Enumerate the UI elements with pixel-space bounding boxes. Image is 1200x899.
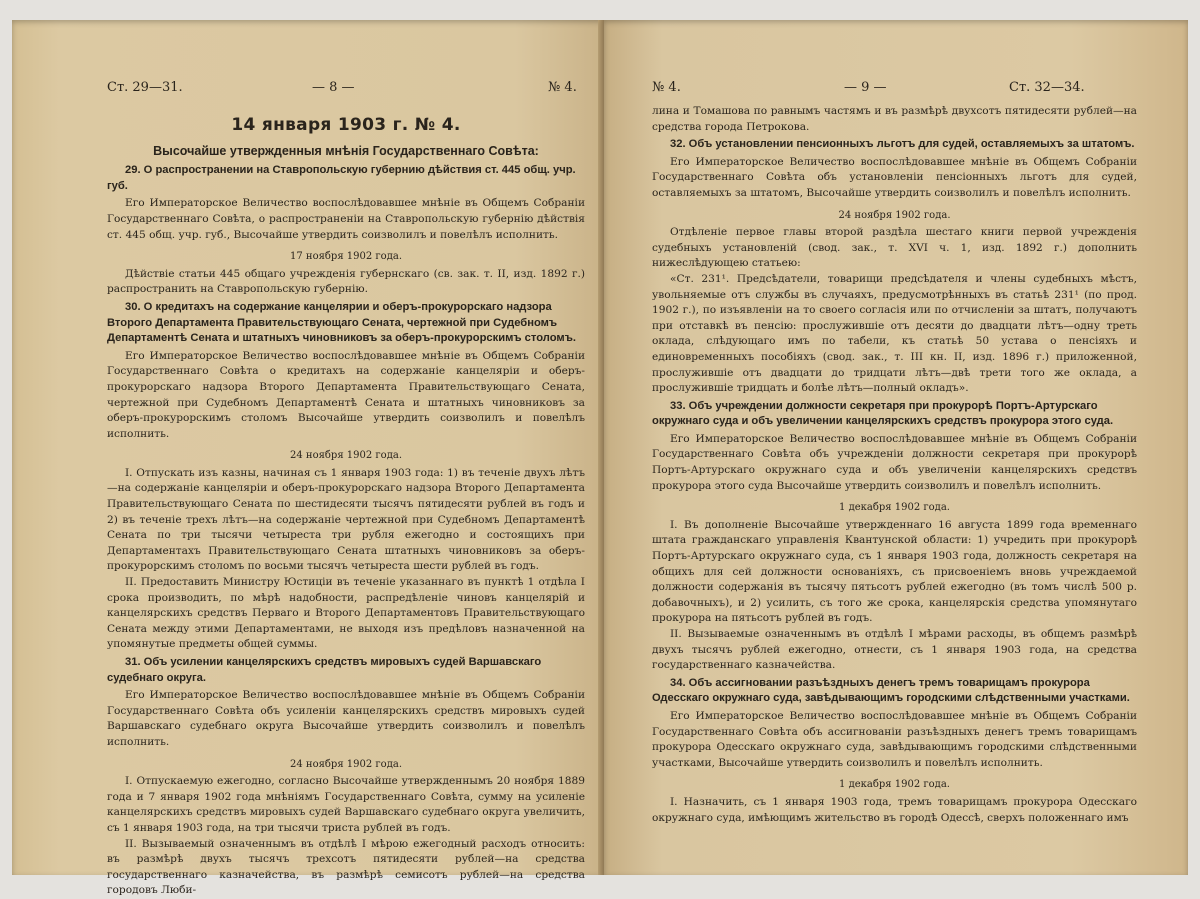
article-33-paragraph-2: II. Вызываемые означеннымъ въ отдѣлѣ I мѣрами расходы, въ общемъ размѣрѣ двухъ тысячъ рублей ежегодно, отнести, съ 1 января 1903 года, на средства государственнаго казначейства. xyxy=(652,628,1137,672)
article-33-text: Его Императорское Величество воспослѣдовавшее мнѣніе въ Общемъ Собраніи Государственнаго Совѣта объ учрежденіи должности секретаря при прокурорѣ Портъ-Артурскаго окружнаго суда и объ увеличеніи канцелярскихъ средствъ прокурора этого суда Высочайше утвердить соизволилъ и повелѣлъ исполнить. xyxy=(652,432,1137,492)
article-32-paragraph-2: «Ст. 231¹. Предсѣдатели, товарищи предсѣдателя и члены судебныхъ мѣстъ, увольняемые отъ службы въ случаяхъ, предусмотрѣнныхъ въ статьѣ 231¹ (по прод. 1902 г.), по изъявленіи на то своего согласія или по отчисленіи за штатъ, получаютъ при отставкѣ въ пенсію: прослужившіе отъ десяти до двадцати лѣтъ—одну треть оклада, слѣдующаго имъ по табели, къ статьѣ 50 устава о пенсіяхъ и единовременныхъ пособіяхъ (свод. зак., т. III кн. II, изд. 1896 г.) приложенной, прослужившіе отъ двадцати до тридцати лѣтъ—двѣ трети того же оклада, а прослужившіе тридцать и болѣе лѣтъ—полный окладъ». xyxy=(652,272,1137,395)
article-31-paragraph-1: I. Отпускаемую ежегодно, согласно Высочайше утвержденнымъ 20 ноября 1889 года и 7 января 1902 года мнѣніямъ Государственнаго Совѣта, сумму на усиленіе канцелярскихъ средствъ мировыхъ судей Варшавскаго судебнаго округа увеличить, съ 1 января 1903 года, на три тысячи триста рублей въ годъ. xyxy=(107,775,585,834)
article-29-text: Его Императорское Величество воспослѣдовавшее мнѣніе въ Общемъ Собраніи Государственнаго Совѣта, о распространеніи на Ставропольскую губернію дѣйствія ст. 445 общ. учр. губ., Высочайше утвердить соизволилъ и повелѣлъ исполнить. xyxy=(107,197,585,241)
article-33-paragraph-1: I. Въ дополненіе Высочайше утвержденнаго 16 августа 1899 года временнаго штата гражданскаго управленія Квантунской области: 1) учредить при прокурорѣ Портъ-Артурскаго окружнаго суда, съ 1 января 1903 года, должность секретаря на общихъ для сей должности основаніяхъ, съ присвоеніемъ вновь учреждаемой должности содержанія въ тысячу пятьсотъ рублей ежегодно (въ томъ числѣ 500 р. добавочныхъ), и 2) усилить, съ того же срока, канцелярскія средства упомянутаго прокурора на пятьсотъ рублей въ годъ. xyxy=(652,518,1137,625)
article-29-heading: 29. О распространении на Ставропольскую губернию дѣйствия ст. 445 общ. учр. губ. xyxy=(107,164,576,192)
article-32-heading: 32. Объ установлении пенсионныхъ льготъ для судей, оставляемыхъ за штатомъ. xyxy=(670,138,1135,151)
right-header-page-number: — 9 — xyxy=(844,80,887,95)
article-30-paragraph-1: I. Отпускать изъ казны, начиная съ 1 января 1903 года: 1) въ теченіе двухъ лѣтъ—на содержаніе канцеляріи и оберъ-прокурорскаго надзора Второго Департамента Правительствующаго Сената по шестидесяти тысячъ пятидесяти рублей въ годъ и 2) въ теченіе трехъ лѣтъ—на содержаніе чертежной при Судебномъ Департаментѣ Сената по три тысячи четыреста три рубля ежегодно и состоящихъ при Департаментахъ Правительствующаго Сената штатныхъ чиновниковъ за оберъ-прокурорскимъ столомъ по восьми тысячъ четыреста шести рублей въ годъ. xyxy=(107,466,585,573)
left-page xyxy=(12,20,604,897)
article-32-paragraph-1: Отдѣленіе первое главы второй раздѣла шестаго книги первой учрежденія судебныхъ установленій (свод. зак., т. XVI ч. 1, изд. 1892 г.) дополнить нижеслѣдующею статьею: xyxy=(652,226,1137,270)
left-header-articles: Ст. 29—31. xyxy=(107,80,183,95)
article-32-text: Его Императорское Величество воспослѣдовавшее мнѣніе въ Общемъ Собраніи Государственнаго Совѣта объ установленіи пенсіонныхъ льготъ для судей, оставляемыхъ за штатомъ, Высочайше утвердить соизволилъ и повелѣлъ исполнить. xyxy=(652,155,1137,199)
article-30-date: 24 ноября 1902 года. xyxy=(290,450,402,462)
article-33-heading: 33. Объ учреждении должности секретаря при прокурорѣ Портъ-Артурскаго окружнаго суда и объ увеличении канцелярскихъ средствъ прокурора этого суда. xyxy=(652,399,1114,428)
article-29-date: 17 ноября 1902 года. xyxy=(290,251,402,263)
issue-date-title: 14 января 1903 г. № 4. xyxy=(231,115,461,135)
article-33-date: 1 декабря 1902 года. xyxy=(839,502,950,514)
right-header-issue: № 4. xyxy=(652,80,681,95)
left-header-page-number: — 8 — xyxy=(312,80,355,95)
article-31-paragraph-2: II. Вызываемый означеннымъ въ отдѣлѣ I мѣрою ежегодный расходъ относить: въ размѣрѣ двухъ тысячъ трехсотъ пятидесяти рублей—на средства государственнаго казначейства, въ размѣрѣ семисотъ рублей—на средства городовъ Люби- xyxy=(107,837,585,897)
right-text-column xyxy=(652,76,1137,826)
article-34-heading: 34. Объ ассигновании разъѣздныхъ денегъ тремъ товарищамъ прокурора Одесскаго окружнаго суда, завѣдывающимъ городскими слѣдственными участками. xyxy=(652,676,1130,705)
right-page xyxy=(604,20,1188,875)
left-text-column xyxy=(107,76,585,899)
article-31-heading: 31. Объ усилении канцелярскихъ средствъ мировыхъ судей Варшавскаго судебнаго округа. xyxy=(107,656,542,684)
article-30-heading: 30. О кредитахъ на содержание канцелярии и оберъ-прокурорскаго надзора Второго Департамента Правительствующаго Сената, чертежной при Судебномъ Департаментѣ Сената и штатныхъ чиновниковъ за оберъ-прокурорскимъ столомъ. xyxy=(107,300,576,345)
continued-text: лина и Томашова по равнымъ частямъ и въ размѣрѣ двухсотъ пятидесяти рублей—на средства города Петрокова. xyxy=(652,105,1137,133)
article-34-date: 1 декабря 1902 года. xyxy=(839,779,950,791)
left-header-issue: № 4. xyxy=(548,80,577,95)
article-34-paragraph-1: I. Назначить, съ 1 января 1903 года, тремъ товарищамъ прокурора Одесскаго окружнаго суда, имѣющимъ жительство въ городѣ Одессѣ, сверхъ положеннаго имъ xyxy=(652,795,1137,824)
article-31-date: 24 ноября 1902 года. xyxy=(290,758,402,770)
article-32-date: 24 ноября 1902 года. xyxy=(838,209,951,221)
article-31-text: Его Императорское Величество воспослѣдовавшее мнѣніе въ Общемъ Собраніи Государственнаго Совѣта объ усиленіи канцелярскихъ средствъ мировыхъ судей Варшавскаго судебнаго округа Высочайше утвердить соизволилъ и повелѣлъ исполнить. xyxy=(107,689,585,748)
article-29-body: Дѣйствіе статьи 445 общаго учрежденія губернскаго (св. зак. т. II, изд. 1892 г.) распространить на Ставропольскую губернію. xyxy=(107,267,585,296)
section-title: Высочайше утвержденныя мнѣнія Государственнаго Совѣта: xyxy=(153,143,539,158)
article-30-text: Его Императорское Величество воспослѣдовавшее мнѣніе въ Общемъ Собраніи Государственнаго Совѣта о кредитахъ на содержаніе канцеляріи и оберъ-прокурорскаго надзора Второго Департамента Правительствующаго Сената, чертежной при Судебномъ Департаментѣ Сената и штатныхъ чиновниковъ за оберъ-прокурорскимъ столомъ Высочайше утвердить соизволилъ и повелѣлъ исполнить. xyxy=(107,349,585,440)
article-30-paragraph-2: II. Предоставить Министру Юстиціи въ теченіе указаннаго въ пунктѣ 1 отдѣла I срока производить, по мѣрѣ надобности, распредѣленіе чиновъ канцелярій и канцелярскихъ средствъ Перваго и Второго Департаментовъ Правительствующаго Сената между этими Департаментами, не выходя изъ предѣловъ назначенной на упомянутые предметы общей суммы. xyxy=(107,576,585,651)
article-34-text: Его Императорское Величество воспослѣдовавшее мнѣніе въ Общемъ Собраніи Государственнаго Совѣта объ ассигнованіи разъѣздныхъ денегъ тремъ товарищамъ прокурора Одесскаго окружнаго суда, завѣдывающимъ городскими слѣдственными участками, Высочайше утвердить соизволилъ и повелѣлъ исполнить. xyxy=(652,709,1137,769)
right-header-articles: Ст. 32—34. xyxy=(1009,80,1085,95)
